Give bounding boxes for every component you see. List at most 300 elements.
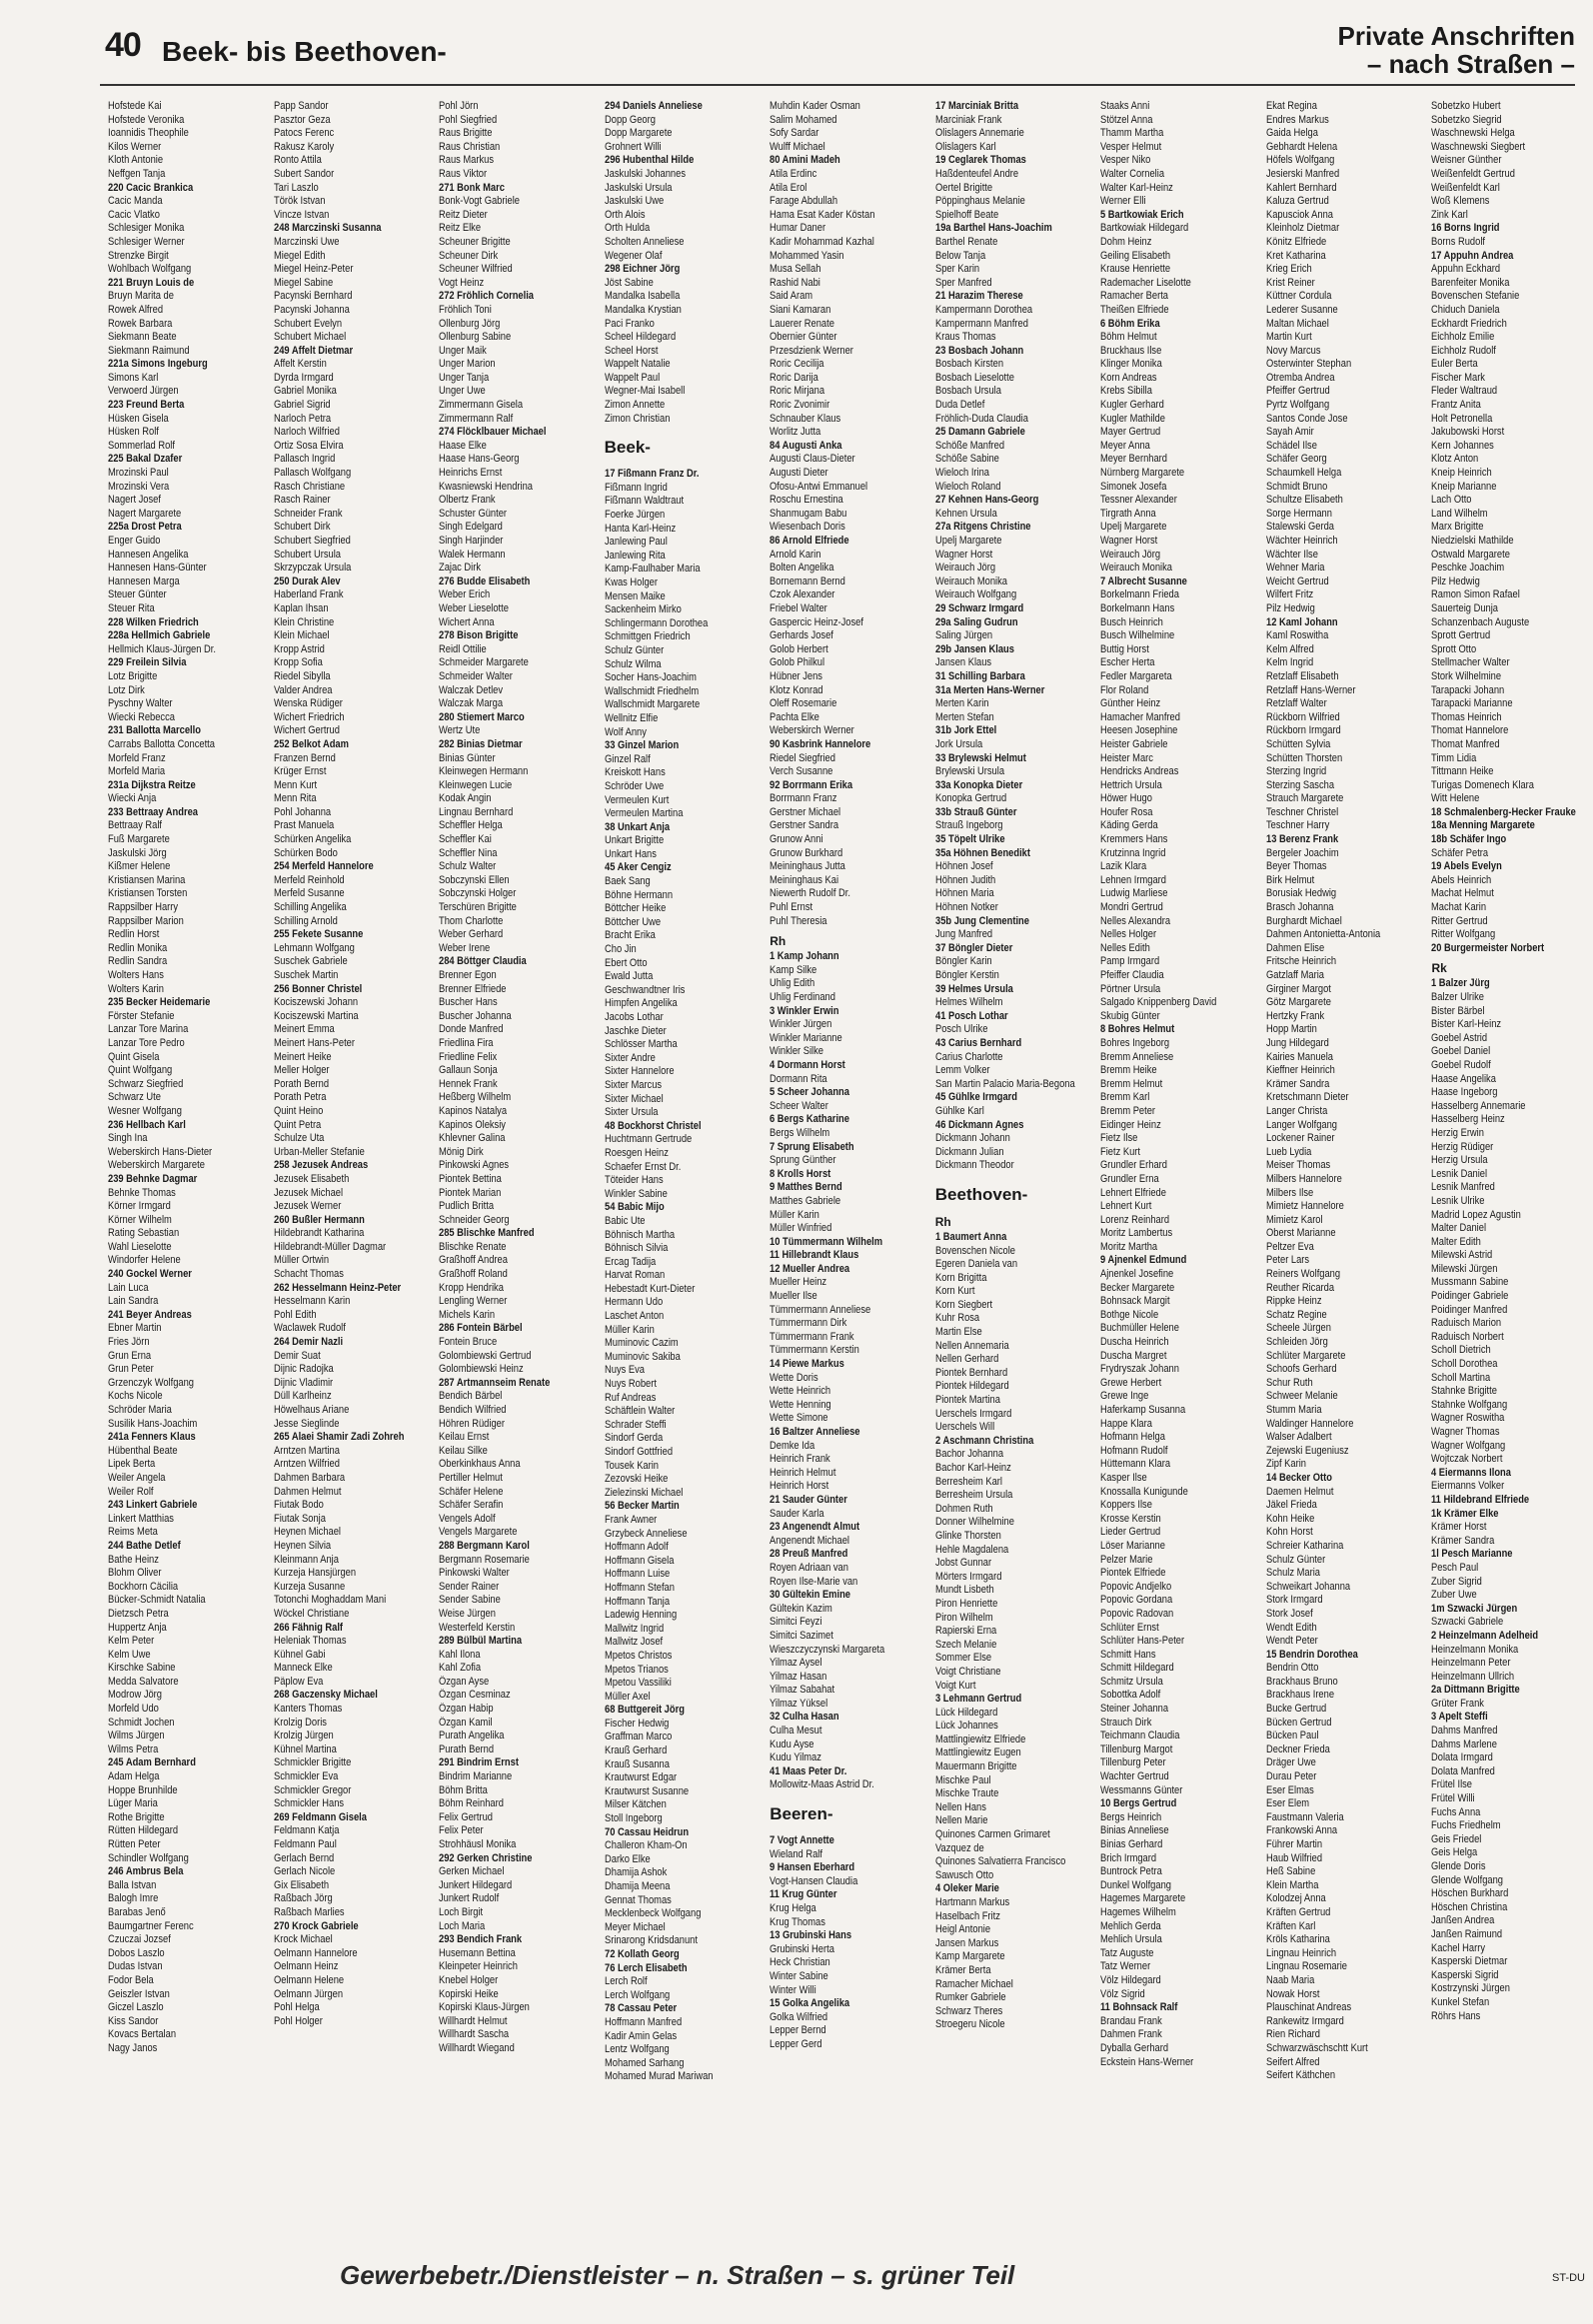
directory-entry: Hasselberg Annemarie [1431, 1099, 1526, 1112]
directory-entry: Ercag Tadija [604, 1255, 656, 1268]
directory-entry: Baek Sang [604, 875, 651, 888]
directory-entry: Duscha Heinrich [1100, 1336, 1169, 1349]
directory-entry: Vengels Margarete [439, 1526, 518, 1539]
directory-entry: Bendich Wilfried [439, 1404, 507, 1416]
directory-entry: 1m Szwacki Jürgen [1431, 1602, 1518, 1615]
directory-entry: Fries Jörn [108, 1336, 150, 1349]
directory-entry: Winter Sabine [770, 1969, 828, 1982]
directory-entry: Barenfeiter Monika [1431, 276, 1510, 289]
directory-entry: Meyer Michael [604, 1920, 666, 1933]
directory-entry: Yilmaz Hasan [770, 1670, 827, 1683]
directory-entry: Piontek Hildegard [934, 1380, 1009, 1393]
directory-entry: Sprott Gertrud [1431, 629, 1491, 642]
directory-entry: Waschnewski Siegbert [1431, 140, 1526, 153]
directory-entry: Gatzlaff Maria [1265, 969, 1324, 981]
directory-entry: Strenzke Birgit [108, 249, 169, 262]
directory-entry: Affelt Kerstin [273, 358, 327, 371]
directory-entry: Unger Maik [439, 344, 487, 357]
directory-entry: 35 Töpelt Ulrike [934, 833, 1005, 846]
directory-entry: Pohl Edith [273, 1308, 317, 1321]
directory-entry: Lockener Rainer [1265, 1132, 1335, 1145]
directory-entry: 4 Dormann Horst [770, 1058, 845, 1071]
directory-column [439, 100, 595, 2188]
directory-entry: Oelmann Jürgen [273, 1987, 343, 2000]
directory-entry: Lehmann Wolfgang [273, 941, 355, 954]
directory-entry: 9 Matthes Bernd [770, 1181, 842, 1194]
directory-entry: 289 Bülbül Martina [439, 1635, 523, 1648]
directory-entry: Kaplan Ihsan [273, 601, 329, 614]
directory-entry: Kleinholz Dietmar [1265, 222, 1340, 235]
directory-entry: Brenner Elfriede [439, 982, 507, 995]
directory-entry: Hofmann Rudolf [1100, 1444, 1168, 1457]
directory-entry: Ruf Andreas [604, 1391, 657, 1404]
directory-entry: Barabas Jenő [108, 1905, 166, 1918]
directory-entry: 239 Behnke Dagmar [108, 1172, 198, 1185]
directory-entry: Hasselberg Heinz [1431, 1113, 1506, 1126]
directory-entry: Stork Josef [1265, 1607, 1313, 1620]
directory-entry: Winkler Marianne [770, 1031, 842, 1044]
directory-entry: Milewski Jürgen [1431, 1262, 1498, 1275]
directory-entry: Valder Andrea [273, 683, 333, 696]
directory-entry: Kristiansen Torsten [108, 887, 188, 900]
directory-entry: Przesdzienk Werner [770, 344, 854, 357]
directory-entry: Schlesiger Monika [108, 222, 185, 235]
directory-entry: 8 Krolls Horst [770, 1167, 831, 1180]
directory-entry: Kahlert Bernhard [1265, 181, 1337, 194]
directory-entry: Vincze Istvan [273, 208, 329, 221]
directory-entry: Schanzenbach Auguste [1431, 615, 1530, 628]
directory-entry: 46 Dickmann Agnes [934, 1118, 1024, 1131]
directory-entry: Felix Gertrud [439, 1810, 494, 1823]
directory-entry: 243 Linkert Gabriele [108, 1499, 198, 1512]
directory-entry: Walser Adalbert [1265, 1431, 1332, 1444]
directory-entry: Reitz Elke [439, 222, 482, 235]
directory-entry: 11 Hildebrand Elfriede [1431, 1493, 1530, 1506]
directory-entry: Chiduch Daniela [1431, 303, 1500, 316]
directory-entry: 68 Buttgereit Jörg [604, 1704, 685, 1717]
directory-entry: Mimietz Hannelore [1265, 1200, 1344, 1213]
directory-entry: Merten Karin [934, 697, 989, 710]
directory-entry: Haberland Frank [273, 588, 344, 601]
directory-entry: Schaefer Ernst Dr. [604, 1160, 681, 1173]
directory-entry: Malter Edith [1431, 1235, 1482, 1248]
directory-entry: Langer Christa [1265, 1104, 1328, 1117]
directory-entry: Gabriel Sigrid [273, 399, 331, 412]
directory-entry: Kamp Margarete [934, 1950, 1005, 1963]
directory-entry: 41 Posch Lothar [934, 1009, 1008, 1022]
directory-entry: Dräger Uwe [1265, 1756, 1316, 1769]
directory-entry: Bruckhaus Ilse [1100, 344, 1162, 357]
directory-entry: 8 Bohres Helmut [1100, 1023, 1175, 1036]
directory-entry: Wiesenbach Doris [770, 521, 846, 534]
directory-entry: Harvat Roman [604, 1269, 665, 1282]
directory-entry: Winter Willi [770, 1983, 816, 1996]
directory-entry: Scholl Dorothea [1431, 1358, 1498, 1371]
directory-entry: Raduisch Norbert [1431, 1330, 1505, 1343]
directory-entry: Kohn Heike [1265, 1512, 1315, 1525]
directory-entry: Klein Martha [1265, 1878, 1319, 1891]
directory-entry: Hartmann Markus [934, 1896, 1010, 1908]
directory-entry: Lück Hildegard [934, 1706, 998, 1719]
directory-entry: 240 Gockel Werner [108, 1268, 192, 1281]
directory-entry: Höwelhaus Ariane [273, 1404, 349, 1416]
directory-entry: Kropp Sofia [273, 656, 323, 669]
directory-entry: Kretschmann Dieter [1265, 1091, 1349, 1104]
directory-entry: 86 Arnold Elfriede [770, 535, 849, 547]
directory-entry: Hellmich Klaus-Jürgen Dr. [108, 642, 216, 655]
directory-entry: Kristiansen Marina [108, 873, 186, 886]
directory-entry: Knebel Holger [439, 1973, 499, 1986]
directory-entry: Eser Elmas [1265, 1783, 1314, 1796]
directory-entry: Völz Sigrid [1100, 1987, 1145, 2000]
directory-entry: Bohnsack Margit [1100, 1295, 1170, 1308]
directory-entry: Zipf Karin [1265, 1458, 1306, 1471]
directory-entry: Hofstede Kai [108, 100, 162, 112]
directory-entry: Böhm Helmut [1100, 331, 1157, 344]
directory-entry: Fritsche Heinrich [1265, 955, 1336, 968]
directory-entry: Weicht Gertrud [1265, 575, 1329, 587]
directory-entry: 250 Durak Alev [273, 575, 341, 587]
directory-entry: Enger Guido [108, 535, 161, 547]
directory-entry: Bartkowiak Hildegard [1100, 222, 1189, 235]
directory-entry: Schäftlein Walter [604, 1405, 675, 1418]
directory-entry: 272 Fröhlich Cornelia [439, 290, 535, 303]
directory-entry: Krautwurst Susanne [604, 1784, 689, 1797]
directory-entry: Popovic Andjelko [1100, 1580, 1172, 1593]
directory-entry: Schröder Maria [108, 1404, 172, 1416]
directory-entry: Pohl Holger [273, 2014, 323, 2027]
directory-entry: Lingnau Bernhard [439, 805, 514, 818]
directory-entry: Weberskirch Hans-Dieter [108, 1145, 213, 1158]
directory-entry: Riedel Sibylla [273, 669, 331, 682]
directory-entry: Borkelmann Hans [1100, 601, 1175, 614]
directory-entry: Sindorf Gottfried [604, 1446, 673, 1458]
directory-entry: Zimmermann Ralf [439, 412, 514, 425]
directory-entry: Schmickler Gregor [273, 1783, 351, 1796]
directory-entry: Wette Heinrich [770, 1385, 831, 1398]
directory-entry: Haase Ingeborg [1431, 1086, 1498, 1099]
directory-entry: Wöckel Christiane [273, 1607, 349, 1620]
directory-entry: 269 Feldmann Gisela [273, 1810, 367, 1823]
directory-entry: Dormann Rita [770, 1072, 827, 1085]
directory-entry: Janlewing Paul [604, 536, 668, 549]
directory-entry: Loch Birgit [439, 1905, 484, 1918]
directory-entry: 4 Oleker Marie [934, 1882, 999, 1895]
directory-entry: Balla Istvan [108, 1878, 157, 1891]
directory-entry: Sterzing Ingrid [1265, 765, 1327, 778]
directory-entry: Willhardt Helmut [439, 2014, 508, 2027]
directory-entry: Wolters Hans [108, 969, 164, 981]
directory-entry: Weirauch Jörg [1100, 548, 1161, 561]
directory-entry: Schultze Elisabeth [1265, 494, 1343, 507]
directory-entry: 12 Mueller Andrea [770, 1262, 850, 1275]
directory-entry: Urban-Meller Stefanie [273, 1145, 365, 1158]
directory-entry: Bohres Ingeborg [1100, 1036, 1170, 1049]
directory-entry: Krause Henriette [1100, 263, 1171, 276]
directory-entry: 27 Kehnen Hans-Georg [934, 494, 1039, 507]
directory-entry: Herzig Rüdiger [1431, 1140, 1494, 1153]
directory-entry: Hagemes Margarete [1100, 1892, 1186, 1905]
directory-entry: Sauder Karla [770, 1507, 824, 1520]
directory-entry: Binias Anneliese [1100, 1824, 1169, 1837]
directory-entry: Wojtczak Norbert [1431, 1453, 1503, 1466]
page-number: 40 [105, 26, 141, 64]
directory-entry: Schneider Georg [439, 1213, 510, 1226]
directory-entry: Willhardt Wiegand [439, 2041, 515, 2054]
directory-entry: Suschek Gabriele [273, 955, 348, 968]
directory-entry: Kachel Harry [1431, 1941, 1486, 1954]
directory-entry: Krüger Ernst [273, 765, 326, 778]
directory-entry: Farage Abdullah [770, 195, 838, 208]
directory-entry: Seifert Käthchen [1265, 2069, 1335, 2082]
directory-entry: Kühnel Gabi [273, 1648, 325, 1661]
directory-entry: 270 Krock Gabriele [273, 1919, 359, 1932]
directory-entry: Rakusz Karoly [273, 140, 334, 153]
directory-entry: Bister Karl-Heinz [1431, 1018, 1502, 1031]
directory-entry: 254 Merfeld Hannelore [273, 860, 374, 873]
directory-entry: Lerch Wolfgang [604, 1988, 670, 2001]
directory-entry: Paci Franko [604, 317, 655, 330]
directory-entry: Voigt Christiane [934, 1665, 1001, 1678]
directory-entry: Päplow Eva [273, 1675, 323, 1688]
directory-entry: Scheffler Nina [439, 846, 498, 859]
section-title [1338, 22, 1575, 78]
directory-entry: Bosbach Lieselotte [934, 371, 1014, 384]
directory-entry: Klotz Konrad [770, 683, 823, 696]
directory-entry: Tatz Werner [1100, 1960, 1151, 1973]
directory-entry: Schlüter Ernst [1100, 1621, 1159, 1634]
directory-entry: Bovenschen Nicole [934, 1244, 1015, 1257]
directory-entry: Haase Angelika [1431, 1072, 1497, 1085]
directory-entry: Schmidt Bruno [1265, 480, 1328, 493]
directory-entry: Humar Daner [770, 222, 826, 235]
directory-entry: 1l Pesch Marianne [1431, 1548, 1513, 1561]
directory-entry: Kostrzynski Jürgen [1431, 1982, 1511, 1995]
directory-entry: 4 Eiermanns Ilona [1431, 1466, 1512, 1479]
district-marker: Rk [1431, 961, 1447, 976]
directory-entry: Subert Sandor [273, 167, 334, 180]
directory-entry: 264 Demir Nazli [273, 1336, 343, 1349]
directory-entry: Houfer Rosa [1100, 805, 1153, 818]
directory-entry: 1k Krämer Elke [1431, 1507, 1499, 1520]
directory-entry: Mandalka Isabella [604, 290, 680, 303]
directory-entry: Schulze Uta [273, 1132, 324, 1145]
directory-entry: Hebestadt Kurt-Dieter [604, 1282, 695, 1295]
directory-entry: Kolodzej Anna [1265, 1892, 1326, 1905]
directory-entry: Miegel Edith [273, 249, 325, 262]
directory-entry: Raus Brigitte [439, 127, 493, 140]
directory-entry: Szwacki Gabriele [1431, 1616, 1504, 1629]
directory-entry: Lanzar Tore Marina [108, 1023, 189, 1036]
directory-entry: Dahmen Frank [1100, 2028, 1163, 2041]
directory-entry: Janlewing Rita [604, 549, 666, 562]
directory-entry: Singh Ina [108, 1132, 148, 1145]
directory-entry: Hübenthal Beate [108, 1444, 178, 1457]
directory-entry: Willhardt Sascha [439, 2028, 510, 2041]
directory-entry: Babic Ute [604, 1214, 646, 1227]
directory-entry: Reiners Wolfgang [1265, 1268, 1340, 1281]
directory-entry: 225a Drost Petra [108, 521, 182, 534]
directory-entry: Wessmanns Günter [1100, 1783, 1183, 1796]
directory-entry: Tirgrath Anna [1100, 507, 1157, 520]
directory-entry: Janßen Andrea [1431, 1914, 1495, 1927]
directory-entry: Morfeld Franz [108, 751, 166, 764]
directory-entry: Röhrs Hans [1431, 2009, 1481, 2022]
directory-entry: Tümmermann Kerstin [770, 1344, 860, 1357]
directory-entry: Rankewitz Irmgard [1265, 2014, 1344, 2027]
directory-entry: Uerschels Irmgard [934, 1407, 1012, 1420]
directory-entry: Sprott Otto [1431, 642, 1477, 655]
directory-entry: Sauerteig Dunja [1431, 601, 1499, 614]
directory-entry: Scheuner Dirk [439, 249, 499, 262]
directory-entry: Lauerer Renate [770, 317, 835, 330]
directory-entry: Grewe Herbert [1100, 1376, 1162, 1389]
directory-entry: Ebner Martin [108, 1322, 162, 1335]
directory-entry: Dyrda Irmgard [273, 371, 334, 384]
directory-entry: Donner Wilhelmine [934, 1516, 1014, 1529]
directory-entry: Ronto Attila [273, 154, 322, 167]
directory-entry: Retzlaff Elisabeth [1265, 669, 1339, 682]
directory-entry: Huppertz Anja [108, 1621, 167, 1634]
directory-entry: Linkert Matthias [108, 1512, 174, 1525]
directory-entry: Durau Peter [1265, 1770, 1317, 1783]
directory-entry: Dahmen Elise [1265, 941, 1325, 954]
directory-entry: Schlingermann Dorothea [604, 616, 708, 629]
directory-entry: Fuchs Anna [1431, 1805, 1481, 1818]
directory-entry: Stötzel Anna [1100, 113, 1153, 126]
directory-entry: Skubig Günter [1100, 1009, 1161, 1022]
directory-entry: Worlitz Jutta [770, 426, 821, 439]
directory-entry: Sobetzko Siegrid [1431, 113, 1503, 126]
directory-entry: Popovic Gordana [1100, 1594, 1173, 1607]
directory-entry: Darko Elke [604, 1852, 651, 1865]
directory-entry: Tittmann Heike [1431, 765, 1494, 778]
directory-entry: Heister Gabriele [1100, 737, 1168, 750]
directory-entry: Dahmen Helmut [273, 1485, 342, 1498]
directory-entry: Werner Elli [1100, 195, 1146, 208]
directory-entry: Lingnau Heinrich [1265, 1946, 1336, 1959]
directory-entry: Medda Salvatore [108, 1675, 179, 1688]
directory-entry: Weirauch Monika [934, 575, 1007, 587]
directory-entry: 5 Bartkowiak Erich [1100, 208, 1184, 221]
directory-entry: Waschnewski Helga [1431, 127, 1516, 140]
directory-entry: Krutzinna Ingrid [1100, 846, 1166, 859]
directory-entry: Lieder Gertrud [1100, 1526, 1161, 1539]
directory-entry: Tarapacki Marianne [1431, 697, 1513, 710]
directory-entry: Narloch Wilfried [273, 426, 340, 439]
directory-entry: Muhdin Kader Osman [770, 100, 861, 112]
directory-entry: Friedline Felix [439, 1050, 498, 1063]
directory-entry: Deckner Frieda [1265, 1743, 1330, 1755]
directory-entry: Grun Peter [108, 1363, 154, 1376]
directory-entry: Kropp Astrid [273, 642, 325, 655]
directory-entry: Siekmann Beate [108, 331, 177, 344]
directory-entry: Schäfer Georg [1265, 453, 1327, 466]
directory-entry: Kapinos Natalya [439, 1104, 508, 1117]
directory-entry: Wilms Jürgen [108, 1730, 165, 1743]
directory-entry: Schöße Sabine [934, 453, 999, 466]
directory-entry: Wagner Wolfgang [1431, 1439, 1506, 1452]
directory-entry: Sterzing Sascha [1265, 778, 1334, 791]
directory-entry: Mandalka Krystian [604, 303, 682, 316]
directory-entry: Lesnik Daniel [1431, 1167, 1488, 1180]
directory-entry: 10 Tümmermann Wilhelm [770, 1235, 883, 1248]
directory-entry: Kleinwegen Lucie [439, 778, 513, 791]
directory-entry: Krämer Sandra [1431, 1534, 1495, 1547]
directory-entry: Kuhr Rosa [934, 1312, 979, 1325]
directory-entry: Eichholz Emilie [1431, 331, 1495, 344]
directory-entry: Hildebrandt-Müller Dagmar [273, 1240, 386, 1253]
directory-entry: Haferkamp Susanna [1100, 1404, 1186, 1416]
directory-entry: Kunkel Stefan [1431, 1995, 1490, 2008]
directory-entry: Hesselmann Karin [273, 1295, 350, 1308]
directory-entry: 37 Böngler Dieter [934, 941, 1013, 954]
directory-entry: Schubert Evelyn [273, 317, 342, 330]
directory-entry: Kneip Heinrich [1431, 467, 1493, 480]
directory-entry: Haase Elke [439, 439, 487, 452]
directory-entry: Hofmann Helga [1100, 1431, 1166, 1444]
directory-entry: Kodak Angin [439, 792, 492, 805]
directory-entry: Socher Hans-Joachim [604, 671, 697, 684]
directory-entry: Simitci Sazimet [770, 1629, 834, 1642]
directory-entry: Singh Edelgard [439, 521, 503, 534]
directory-entry: Kaluza Gertrud [1265, 195, 1329, 208]
directory-entry: Quint Heino [273, 1104, 323, 1117]
directory-entry: Yilmaz Yüksel [770, 1697, 828, 1710]
directory-entry: Beyer Thomas [1265, 860, 1327, 873]
directory-entry: Janßen Raimund [1431, 1927, 1503, 1940]
directory-entry: Unkart Hans [604, 847, 657, 860]
directory-entry: Hoffmann Stefan [604, 1581, 675, 1594]
directory-entry: Busch Heinrich [1100, 615, 1164, 628]
directory-entry: Haselbach Fritz [934, 1909, 1000, 1922]
directory-entry: Dickmann Johann [934, 1132, 1010, 1145]
directory-entry: 245 Adam Bernhard [108, 1756, 196, 1769]
directory-entry: Scholten Anneliese [604, 235, 685, 248]
directory-entry: 11 Krug Günter [770, 1888, 837, 1901]
directory-entry: 14 Becker Otto [1265, 1471, 1332, 1484]
directory-entry: 221a Simons Ingeburg [108, 358, 208, 371]
directory-entry: Walczak Marga [439, 697, 504, 710]
directory-entry: 7 Albrecht Susanne [1100, 575, 1188, 587]
directory-entry: Lach Otto [1431, 494, 1472, 507]
directory-entry: Upelj Margarete [1100, 521, 1167, 534]
directory-entry: Waldinger Hannelore [1265, 1417, 1354, 1430]
directory-entry: Krolzig Doris [273, 1716, 327, 1729]
directory-entry: Böhm Reinhard [439, 1797, 505, 1810]
directory-entry: Dahms Manfred [1431, 1725, 1498, 1738]
directory-entry: Müller Karin [604, 1323, 655, 1336]
directory-entry: Rademacher Liselotte [1100, 276, 1192, 289]
directory-entry: Rothe Brigitte [108, 1810, 165, 1823]
directory-entry: Herzig Ursula [1431, 1154, 1489, 1167]
directory-entry: Nelles Edith [1100, 941, 1151, 954]
directory-entry: Kieffner Heinrich [1265, 1064, 1335, 1077]
directory-entry: Tümmermann Frank [770, 1330, 854, 1343]
directory-entry: Nuys Robert [604, 1378, 657, 1391]
directory-entry: Fißmann Ingrid [604, 481, 668, 494]
directory-entry: Golombiewski Heinz [439, 1363, 524, 1376]
directory-entry: Machat Karin [1431, 901, 1487, 914]
directory-entry: Burghardt Michael [1265, 914, 1342, 927]
directory-entry: Scholl Martina [1431, 1371, 1491, 1384]
directory-entry: Vazquez de [934, 1841, 984, 1854]
directory-entry: 241 Beyer Andreas [108, 1308, 192, 1321]
directory-entry: Milewski Astrid [1431, 1249, 1493, 1262]
directory-entry: Olbertz Frank [439, 494, 496, 507]
directory-entry: Höschen Christina [1431, 1900, 1508, 1913]
directory-entry: Schlesiger Werner [108, 235, 185, 248]
